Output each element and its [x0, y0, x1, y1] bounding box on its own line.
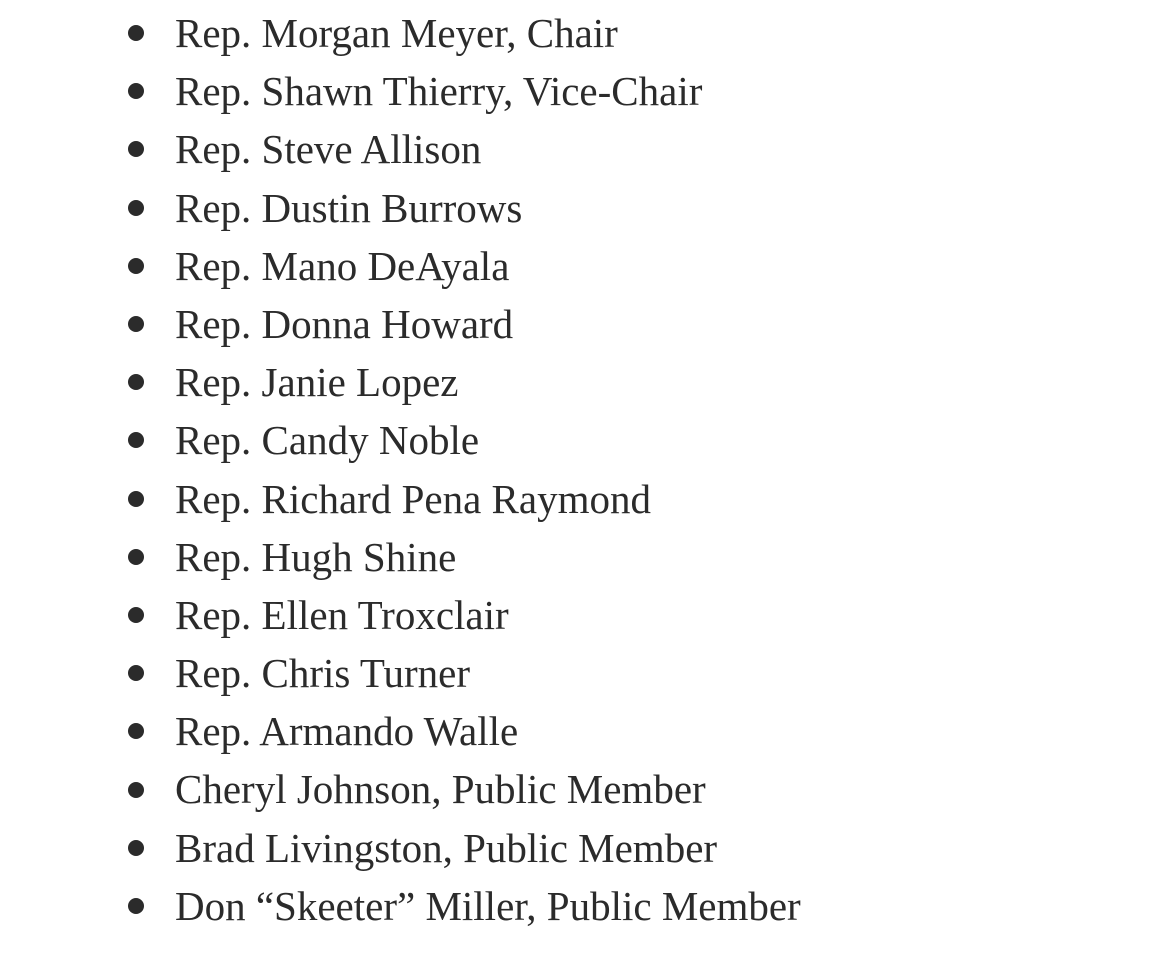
list-item [0, 4, 1169, 62]
list-item [0, 644, 1169, 702]
list-item [0, 586, 1169, 644]
member-name: Rep. Morgan Meyer, Chair [175, 10, 618, 56]
member-name: Rep. Janie Lopez [175, 359, 459, 406]
member-name: Rep. Mano DeAyala [175, 242, 510, 289]
member-name: Rep. Steve Allison [175, 126, 482, 173]
member-list [0, 4, 1169, 935]
bullet-icon [128, 258, 144, 274]
bullet-icon [128, 898, 144, 914]
list-item [0, 353, 1169, 411]
list-item [0, 411, 1169, 469]
list-item [0, 179, 1169, 237]
bullet-icon [128, 141, 144, 157]
member-name: Rep. Donna Howard [175, 300, 514, 347]
member-name: Rep. Richard Pena Raymond [175, 475, 651, 522]
bullet-icon [128, 782, 144, 798]
bullet-icon [128, 491, 144, 507]
member-name: Don “Skeeter” Miller, Public Member [175, 882, 801, 929]
bullet-icon [128, 25, 144, 41]
bullet-icon [128, 83, 144, 99]
bullet-icon [128, 840, 144, 856]
member-name: Rep. Shawn Thierry, Vice-Chair [175, 68, 703, 115]
list-item [0, 237, 1169, 295]
bullet-icon [128, 607, 144, 623]
list-item [0, 295, 1169, 353]
bullet-icon [128, 723, 144, 739]
list-item [0, 528, 1169, 586]
list-item [0, 62, 1169, 120]
bullet-icon [128, 200, 144, 216]
member-name: Rep. Ellen Troxclair [175, 591, 509, 638]
member-name: Rep. Dustin Burrows [175, 184, 523, 231]
member-name: Rep. Hugh Shine [175, 533, 457, 580]
member-name: Cheryl Johnson, Public Member [175, 766, 706, 813]
member-name: Brad Livingston, Public Member [175, 824, 718, 871]
bullet-icon [128, 665, 144, 681]
list-item [0, 760, 1169, 818]
list-item [0, 120, 1169, 178]
bullet-icon [128, 432, 144, 448]
list-item [0, 819, 1169, 877]
member-name: Rep. Armando Walle [175, 708, 519, 755]
list-item [0, 877, 1169, 935]
member-name: Rep. Chris Turner [175, 650, 471, 697]
list-item [0, 702, 1169, 760]
member-name: Rep. Candy Noble [175, 417, 480, 464]
list-item [0, 470, 1169, 528]
bullet-icon [128, 316, 144, 332]
bullet-icon [128, 374, 144, 390]
bullet-icon [128, 549, 144, 565]
